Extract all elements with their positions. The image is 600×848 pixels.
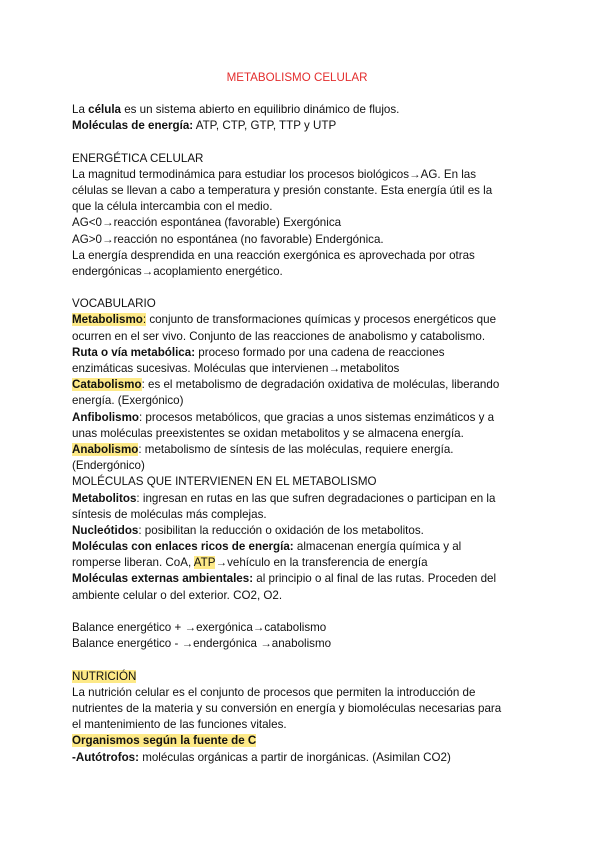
paragraph-line: que la célula intercambia con el medio. xyxy=(72,200,273,214)
paragraph-line: AG>0→reacción no espontánea (no favorable) Endergónica. xyxy=(72,232,384,246)
section-heading-vocabulario: VOCABULARIO xyxy=(72,297,156,311)
term-catabolismo: Catabolismo xyxy=(72,378,142,392)
text: moléculas orgánicas a partir de inorgánicas. (Asimilan CO2) xyxy=(138,750,451,764)
text: : posibilitan la reducción o oxidación de los metabolitos. xyxy=(138,523,424,537)
mol-enlaces xyxy=(72,539,522,555)
organismos-heading xyxy=(72,733,522,749)
intro-line-2 xyxy=(72,118,522,134)
highlight-organismos: Organismos según la fuente de C xyxy=(72,734,257,748)
paragraph-line: enzimáticas sucesivas. Moléculas que intervienen→metabolitos xyxy=(72,362,400,375)
balance-line-1: Balance energético + →exergónica→catabolismo xyxy=(72,621,327,634)
term-ruta: Ruta o vía metabólica: xyxy=(72,345,196,359)
autotrofos-line xyxy=(72,750,522,766)
paragraph-line: ocurren en el ser vivo. Conjunto de las reacciones de anabolismo y catabolismo. xyxy=(72,329,486,343)
term-metabolismo: Metabolismo xyxy=(72,313,143,327)
document-page xyxy=(72,70,522,766)
section-heading-energetica: ENERGÉTICA CELULAR xyxy=(72,151,204,165)
text: : ingresan en rutas en las que sufren degradaciones o participan en la xyxy=(136,491,496,505)
paragraph-line: La nutrición celular es el conjunto de procesos que permiten la introducción de xyxy=(72,685,476,699)
paragraph-line: el mantenimiento de las funciones vitales. xyxy=(72,718,287,732)
paragraph-line: AG<0→reacción espontánea (favorable) Exergónica xyxy=(72,216,342,230)
text: romperse liberan. CoA, xyxy=(72,556,194,570)
intro-line-1 xyxy=(72,102,522,118)
section-heading-moleculas: MOLÉCULAS QUE INTERVIENEN EN EL METABOLISMO xyxy=(72,475,377,489)
paragraph-line: La magnitud termodinámica para estudiar los procesos biológicos→AG. En las xyxy=(72,167,477,181)
term-autotrofos: -Autótrofos: xyxy=(72,750,139,764)
paragraph-line: nutrientes de la materia y su conversión en energía y biomoléculas necesarias para xyxy=(72,701,502,715)
paragraph-line: unas moléculas preexistentes se oxidan metabolitos y se almacena energía. xyxy=(72,426,464,440)
vocab-anabolismo xyxy=(72,442,522,458)
highlight-nutricion: NUTRICIÓN xyxy=(72,669,137,683)
text: : xyxy=(142,313,147,327)
text: ATP, CTP, GTP, TTP y UTP xyxy=(193,119,337,133)
vocab-metabolismo xyxy=(72,312,522,328)
term-celula: célula xyxy=(88,103,121,116)
text: La xyxy=(72,103,89,116)
paragraph-line: (Endergónico) xyxy=(72,459,145,473)
text: al principio o al final de las rutas. Proceden del xyxy=(253,572,497,586)
paragraph-line: energía. (Exergónico) xyxy=(72,394,184,408)
text: →vehículo en la transferencia de energía xyxy=(215,556,428,570)
page-title: METABOLISMO CELULAR xyxy=(226,71,368,84)
text: : procesos metabólicos, que gracias a unos sistemas enzimáticos y a xyxy=(138,410,495,424)
vocab-catabolismo xyxy=(72,377,522,393)
paragraph-line: endergónicas→acoplamiento energético. xyxy=(72,264,283,278)
section-heading-nutricion xyxy=(72,669,522,685)
vocab-ruta xyxy=(72,345,522,361)
paragraph-line: células se llevan a cabo a temperatura y presión constante. Esta energía útil es la xyxy=(72,183,493,197)
text: conjunto de transformaciones químicas y procesos energéticos que xyxy=(146,313,497,327)
term-externas: Moléculas externas ambientales: xyxy=(72,572,254,586)
paragraph-line: ambiente celular o del exterior. CO2, O2. xyxy=(72,588,283,602)
text: almacenan energía química y al xyxy=(293,540,462,554)
highlight-atp: ATP xyxy=(193,556,216,570)
vocab-anfibolismo xyxy=(72,410,522,426)
text: : metabolismo de síntesis de las moléculas, requiere energía. xyxy=(138,442,454,456)
paragraph-line: síntesis de moléculas más complejas. xyxy=(72,507,267,521)
text: proceso formado por una cadena de reacciones xyxy=(195,345,445,359)
mol-enlaces-line-2 xyxy=(72,555,522,571)
balance-line-2: Balance energético - →endergónica →anabolismo xyxy=(72,637,332,651)
term-nucleotidos: Nucleótidos xyxy=(72,523,139,537)
mol-externas xyxy=(72,571,522,587)
mol-metabolitos xyxy=(72,491,522,507)
term-enlaces: Moléculas con enlaces ricos de energía: xyxy=(72,540,294,554)
term-moleculas-energia: Moléculas de energía: xyxy=(72,119,194,133)
text: es un sistema abierto en equilibrio dinámico de flujos. xyxy=(121,103,400,116)
term-metabolitos: Metabolitos xyxy=(72,491,137,505)
term-anfibolismo: Anfibolismo xyxy=(72,410,139,424)
text: : es el metabolismo de degradación oxidativa de moléculas, liberando xyxy=(141,378,500,392)
paragraph-line: La energía desprendida en una reacción exergónica es aprovechada por otras xyxy=(72,248,475,262)
term-anabolismo: Anabolismo xyxy=(72,442,139,456)
mol-nucleotidos xyxy=(72,523,522,539)
